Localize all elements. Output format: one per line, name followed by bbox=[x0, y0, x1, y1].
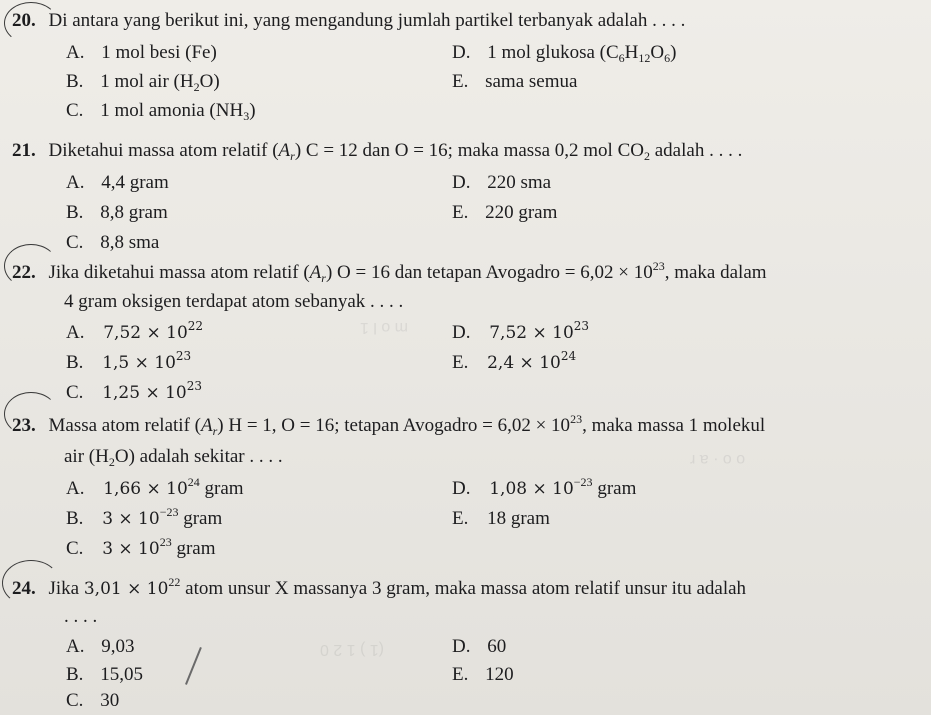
bleed-through-text: m o l 1 bbox=[360, 319, 409, 336]
option-24-e[interactable] bbox=[452, 664, 514, 686]
formula-subscript: 3 bbox=[243, 109, 250, 123]
formula-part: ) bbox=[249, 100, 256, 121]
option-text: 1 mol besi (Fe) bbox=[101, 42, 217, 63]
option-letter: C. bbox=[66, 538, 84, 559]
option-letter: B. bbox=[66, 352, 84, 373]
option-letter: C. bbox=[66, 232, 84, 253]
option-letter: C. bbox=[66, 382, 84, 403]
option-24-b[interactable] bbox=[66, 664, 143, 686]
question-number: 23. bbox=[12, 415, 36, 436]
question-24-stem bbox=[12, 575, 747, 600]
question-24-stem-line2: . . . . bbox=[64, 606, 98, 627]
option-letter: A. bbox=[66, 42, 85, 63]
option-letter: A. bbox=[66, 322, 85, 343]
option-21-a[interactable] bbox=[66, 172, 169, 194]
option-letter: B. bbox=[66, 202, 84, 223]
question-number: 24. bbox=[12, 578, 36, 599]
stem-part: Jika diketahui massa atom relatif ( bbox=[48, 262, 310, 283]
formula-part: 1 mol air (H bbox=[100, 71, 194, 92]
stem-part: O) adalah sekitar . . . . bbox=[114, 446, 283, 467]
question-23-stem bbox=[12, 412, 766, 438]
option-base: 3 × 10 bbox=[102, 539, 160, 559]
formula-subscript: 6 bbox=[664, 51, 671, 65]
stem-part: Massa atom relatif ( bbox=[48, 415, 201, 436]
option-letter: D. bbox=[452, 636, 471, 657]
stem-subscript: r bbox=[290, 149, 295, 163]
option-exponent: 24 bbox=[187, 475, 200, 489]
option-text bbox=[102, 349, 192, 373]
stem-part: A bbox=[278, 140, 291, 161]
option-letter: B. bbox=[66, 664, 84, 685]
formula-part: H bbox=[624, 42, 639, 63]
formula-part: ) bbox=[670, 42, 677, 63]
option-letter: B. bbox=[66, 71, 84, 92]
option-text: 220 sma bbox=[487, 172, 552, 193]
option-text bbox=[100, 100, 255, 121]
stem-part: Diketahui massa atom relatif ( bbox=[48, 140, 279, 161]
option-text: 4,4 gram bbox=[101, 172, 169, 193]
option-20-a[interactable] bbox=[66, 42, 217, 64]
stem-subscript: r bbox=[212, 424, 218, 438]
option-text: 9,03 bbox=[101, 636, 135, 657]
stem-part: A bbox=[200, 415, 213, 436]
option-letter: E. bbox=[452, 664, 469, 685]
option-exponent: 23 bbox=[573, 319, 590, 333]
option-20-e[interactable] bbox=[452, 71, 577, 93]
question-23-stem-line2 bbox=[64, 446, 283, 468]
option-22-d[interactable] bbox=[452, 319, 590, 344]
option-letter: D. bbox=[452, 42, 471, 63]
option-22-e[interactable] bbox=[452, 349, 577, 374]
question-text bbox=[48, 259, 767, 285]
option-text: 15,05 bbox=[100, 664, 143, 685]
stem-exponent: 23 bbox=[652, 259, 665, 273]
option-unit: gram bbox=[592, 478, 637, 499]
formula-subscript: 12 bbox=[638, 51, 651, 65]
option-letter: A. bbox=[66, 636, 85, 657]
option-text: 120 bbox=[485, 664, 514, 685]
option-23-c[interactable] bbox=[66, 535, 216, 560]
option-letter: E. bbox=[452, 508, 469, 529]
formula-part: 1 mol amonia (NH bbox=[100, 100, 244, 121]
option-base: 1,08 × 10 bbox=[489, 479, 574, 499]
option-text bbox=[102, 505, 223, 529]
option-letter: D. bbox=[452, 478, 471, 499]
stem-part: air (H bbox=[64, 446, 109, 467]
option-text bbox=[102, 379, 203, 403]
option-base: 1,66 × 10 bbox=[103, 479, 188, 499]
stem-part: Jika bbox=[48, 578, 84, 599]
option-base: 1,5 × 10 bbox=[102, 353, 176, 373]
question-text: Di antara yang berikut ini, yang mengandung jumlah partikel terbanyak adalah . . . . bbox=[48, 10, 686, 31]
option-text: 220 gram bbox=[485, 202, 558, 223]
option-exponent: 23 bbox=[175, 349, 192, 363]
option-letter: E. bbox=[452, 202, 469, 223]
question-20-stem bbox=[12, 10, 685, 32]
option-text bbox=[102, 535, 216, 559]
option-letter: A. bbox=[66, 172, 85, 193]
option-20-c[interactable] bbox=[66, 100, 256, 122]
option-unit: gram bbox=[199, 478, 244, 499]
option-23-a[interactable] bbox=[66, 475, 244, 500]
option-21-d[interactable] bbox=[452, 172, 551, 194]
option-23-b[interactable] bbox=[66, 505, 223, 530]
option-unit: gram bbox=[171, 538, 216, 559]
option-22-c[interactable] bbox=[66, 379, 203, 404]
option-text bbox=[103, 475, 244, 499]
option-letter: E. bbox=[452, 352, 469, 373]
formula-subscript: 6 bbox=[618, 51, 625, 65]
option-base: 7,52 × 10 bbox=[489, 323, 574, 343]
option-exponent: 23 bbox=[186, 379, 203, 393]
option-text bbox=[100, 71, 219, 92]
option-20-d[interactable] bbox=[452, 42, 676, 64]
option-letter: D. bbox=[452, 322, 471, 343]
option-letter: C. bbox=[66, 100, 84, 121]
question-number: 20. bbox=[12, 10, 36, 31]
option-exponent: 23 bbox=[159, 535, 172, 549]
option-letter: B. bbox=[66, 508, 84, 529]
option-unit: gram bbox=[178, 508, 223, 529]
option-letter: E. bbox=[452, 71, 469, 92]
option-23-d[interactable] bbox=[452, 475, 637, 500]
question-21-stem bbox=[12, 140, 742, 162]
stem-part: atom unsur X massanya 3 gram, maka massa atom relatif unsur itu adalah bbox=[180, 578, 747, 599]
pencil-stroke-mark bbox=[185, 647, 202, 685]
option-base: 3 × 10 bbox=[102, 509, 160, 529]
stem-part: 3,01 × 10 bbox=[83, 579, 169, 599]
option-text bbox=[487, 42, 676, 63]
option-text bbox=[103, 319, 204, 343]
stem-part: ) O = 16 dan tetapan Avogadro = 6,02 × 10 bbox=[325, 262, 653, 283]
option-text: 60 bbox=[487, 636, 507, 657]
question-text bbox=[49, 140, 743, 161]
stem-part: ) C = 12 dan O = 16; maka massa 0,2 mol CO bbox=[294, 140, 644, 161]
formula-part: O bbox=[650, 42, 665, 63]
option-letter: A. bbox=[66, 478, 85, 499]
question-text bbox=[48, 575, 747, 599]
bleed-through-text: (1 ) 1 2 0 bbox=[320, 641, 385, 658]
option-text bbox=[489, 319, 590, 343]
question-text bbox=[48, 412, 766, 438]
option-23-e[interactable] bbox=[452, 508, 550, 530]
option-text: 8,8 sma bbox=[100, 232, 160, 253]
option-exponent: 24 bbox=[560, 349, 577, 363]
option-text: 18 gram bbox=[487, 508, 550, 529]
stem-subscript: 2 bbox=[643, 149, 650, 163]
formula-part: O) bbox=[199, 71, 220, 92]
stem-part: adalah . . . . bbox=[649, 140, 743, 161]
option-24-c[interactable] bbox=[66, 690, 119, 712]
option-letter: C. bbox=[66, 690, 84, 711]
stem-subscript: r bbox=[321, 271, 326, 285]
stem-part: , maka massa 1 molekul bbox=[582, 415, 766, 436]
bleed-through-text: o o · a r bbox=[690, 451, 746, 468]
option-text bbox=[489, 475, 637, 499]
stem-part: , maka dalam bbox=[664, 262, 767, 283]
option-base: 1,25 × 10 bbox=[102, 383, 187, 403]
option-exponent: 22 bbox=[187, 319, 204, 333]
question-22-stem bbox=[12, 259, 767, 285]
stem-subscript: 2 bbox=[108, 455, 115, 469]
stem-exponent: 22 bbox=[168, 575, 181, 589]
option-20-b[interactable] bbox=[66, 71, 220, 93]
question-22-stem-line2: 4 gram oksigen terdapat atom sebanyak . . . . bbox=[64, 291, 404, 312]
option-text: 30 bbox=[100, 690, 120, 711]
option-22-a[interactable] bbox=[66, 319, 204, 344]
stem-part: ) H = 1, O = 16; tetapan Avogadro = 6,02 × 10 bbox=[217, 415, 571, 436]
stem-exponent: 23 bbox=[570, 412, 583, 426]
formula-part: 1 mol glukosa (C bbox=[487, 42, 619, 63]
stem-part: A bbox=[309, 262, 322, 283]
option-text: 8,8 gram bbox=[100, 202, 168, 223]
option-24-a[interactable] bbox=[66, 636, 134, 658]
option-base: 7,52 × 10 bbox=[103, 323, 188, 343]
question-number: 21. bbox=[12, 140, 36, 161]
option-text: sama semua bbox=[485, 71, 578, 92]
option-exponent: −23 bbox=[573, 475, 593, 489]
option-exponent: −23 bbox=[159, 505, 179, 519]
question-number: 22. bbox=[12, 262, 36, 283]
option-22-b[interactable] bbox=[66, 349, 192, 374]
option-21-c[interactable] bbox=[66, 232, 159, 254]
option-24-d[interactable] bbox=[452, 636, 506, 658]
option-base: 2,4 × 10 bbox=[487, 353, 561, 373]
option-text bbox=[487, 349, 577, 373]
formula-subscript: 2 bbox=[193, 80, 200, 94]
option-letter: D. bbox=[452, 172, 471, 193]
option-21-b[interactable] bbox=[66, 202, 168, 224]
option-21-e[interactable] bbox=[452, 202, 557, 224]
